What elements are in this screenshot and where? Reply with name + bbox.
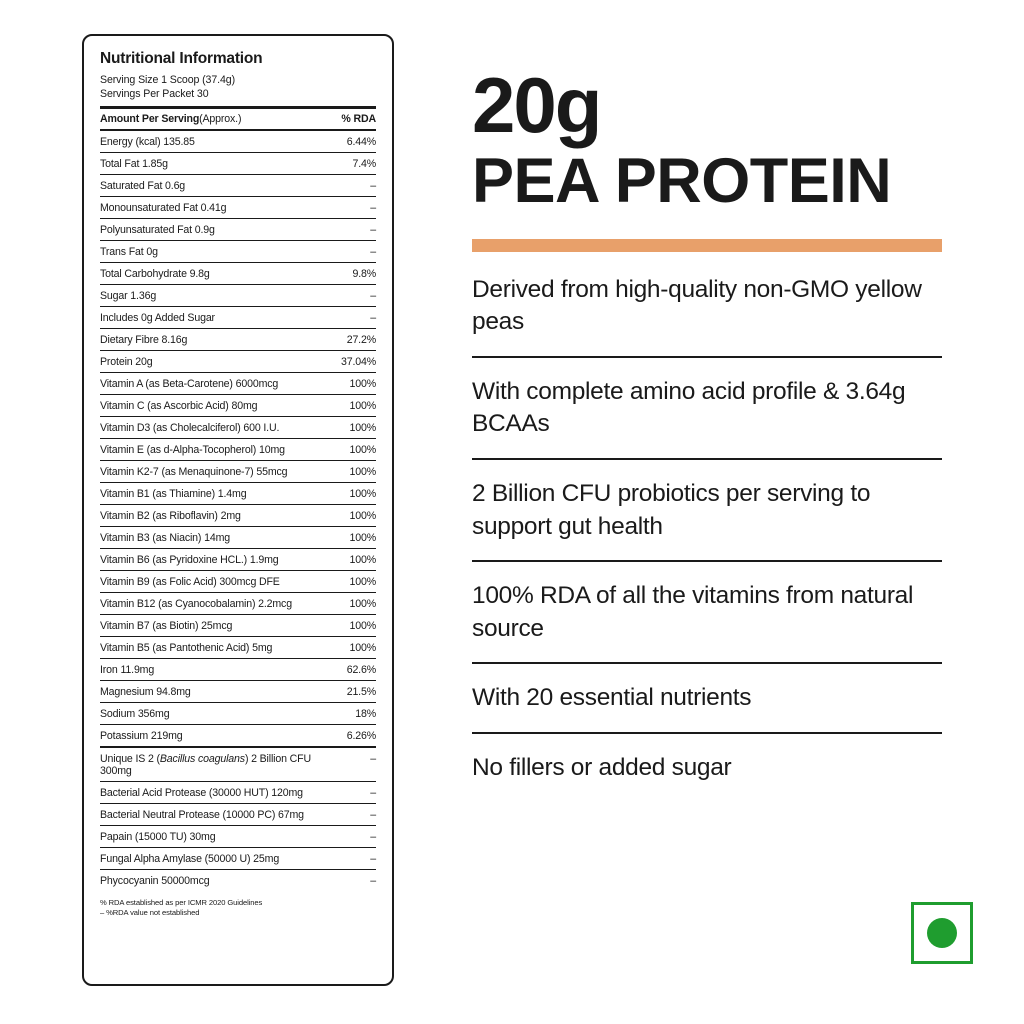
table-row xyxy=(100,483,376,505)
nutrient-rda-value: – xyxy=(318,285,376,307)
nutrient-rda-value: – xyxy=(318,197,376,219)
nutrient-rda-value: – xyxy=(318,307,376,329)
nutrient-rda-value: 6.26% xyxy=(318,725,376,748)
table-row xyxy=(100,637,376,659)
nutrient-rda-value: 100% xyxy=(318,527,376,549)
nutrient-name: Dietary Fibre 8.16g xyxy=(100,329,318,351)
nutrient-rda-value: 100% xyxy=(318,615,376,637)
table-row xyxy=(100,241,376,263)
table-row xyxy=(100,725,376,748)
table-row xyxy=(100,263,376,285)
table-row xyxy=(100,870,376,892)
nutrient-rda-value: – xyxy=(318,804,376,826)
table-row xyxy=(100,285,376,307)
table-row xyxy=(100,307,376,329)
feature-item: With complete amino acid profile & 3.64g BCAAs xyxy=(472,358,942,460)
nutrient-rda-value: 18% xyxy=(318,703,376,725)
table-row xyxy=(100,527,376,549)
nutrient-name: Vitamin B2 (as Riboflavin) 2mg xyxy=(100,505,318,527)
table-row xyxy=(100,439,376,461)
accent-bar xyxy=(472,239,942,252)
nutrient-name: Vitamin C (as Ascorbic Acid) 80mg xyxy=(100,395,318,417)
header-amount-note: (Approx.) xyxy=(199,113,242,125)
table-row xyxy=(100,329,376,351)
nutrient-name: Vitamin K2-7 (as Menaquinone-7) 55mcg xyxy=(100,461,318,483)
nutrient-rda-value: – xyxy=(318,782,376,804)
nutrient-name: Vitamin D3 (as Cholecalciferol) 600 I.U. xyxy=(100,417,318,439)
table-row xyxy=(100,571,376,593)
nutrition-table xyxy=(100,109,376,891)
table-row xyxy=(100,505,376,527)
nutrient-rda-value: 37.04% xyxy=(318,351,376,373)
table-row xyxy=(100,804,376,826)
nutrient-name: Bacterial Acid Protease (30000 HUT) 120mg xyxy=(100,782,318,804)
nutrient-name: Vitamin B12 (as Cyanocobalamin) 2.2mcg xyxy=(100,593,318,615)
hero-block xyxy=(472,61,942,802)
nutrient-rda-value: 100% xyxy=(318,373,376,395)
table-row xyxy=(100,703,376,725)
nutrient-rda-value: – xyxy=(318,175,376,197)
servings-per-packet: Servings Per Packet 30 xyxy=(100,88,209,100)
nutrient-name: Monounsaturated Fat 0.41g xyxy=(100,197,318,219)
nutrient-rda-value: – xyxy=(318,241,376,263)
nutrient-rda-value: – xyxy=(318,219,376,241)
table-row xyxy=(100,153,376,175)
nutrient-rda-value: 100% xyxy=(318,549,376,571)
nutrient-rda-value: 100% xyxy=(318,439,376,461)
nutrition-panel xyxy=(82,34,394,986)
nutrient-rda-value: 6.44% xyxy=(318,130,376,153)
nutrient-name: Unique IS 2 (Bacillus coagulans) 2 Billion CFU 300mg xyxy=(100,747,318,782)
nutrient-name: Potassium 219mg xyxy=(100,725,318,748)
footnote-dash: – %RDA value not established xyxy=(100,908,200,917)
feature-item: With 20 essential nutrients xyxy=(472,664,942,734)
table-row xyxy=(100,395,376,417)
header-amount-label: Amount Per Serving xyxy=(100,113,200,125)
nutrient-name: Total Fat 1.85g xyxy=(100,153,318,175)
nutrient-rda-value: – xyxy=(318,848,376,870)
feature-list xyxy=(472,252,942,802)
feature-item: Derived from high-quality non-GMO yellow peas xyxy=(472,252,942,358)
nutrient-name: Sodium 356mg xyxy=(100,703,318,725)
table-row xyxy=(100,848,376,870)
nutrient-rda-value: 100% xyxy=(318,417,376,439)
nutrient-name: Iron 11.9mg xyxy=(100,659,318,681)
header-rda-label: % RDA xyxy=(318,109,376,130)
table-row xyxy=(100,130,376,153)
nutrient-rda-value: 100% xyxy=(318,637,376,659)
nutrient-name: Protein 20g xyxy=(100,351,318,373)
vegetarian-dot-icon xyxy=(927,918,957,948)
nutrient-name: Vitamin B3 (as Niacin) 14mg xyxy=(100,527,318,549)
nutrient-name: Trans Fat 0g xyxy=(100,241,318,263)
table-row xyxy=(100,659,376,681)
hero-amount: 20g xyxy=(472,61,601,149)
nutrient-name: Fungal Alpha Amylase (50000 U) 25mg xyxy=(100,848,318,870)
nutrient-name: Papain (15000 TU) 30mg xyxy=(100,826,318,848)
nutrient-rda-value: – xyxy=(370,875,376,887)
nutrient-name: Vitamin E (as d-Alpha-Tocopherol) 10mg xyxy=(100,439,318,461)
nutrient-name: Energy (kcal) 135.85 xyxy=(100,130,318,153)
table-row xyxy=(100,461,376,483)
nutrient-name: Vitamin B9 (as Folic Acid) 300mcg DFE xyxy=(100,571,318,593)
nutrient-rda-value: 100% xyxy=(318,461,376,483)
feature-item: No fillers or added sugar xyxy=(472,753,732,781)
nutrient-rda-value: 21.5% xyxy=(318,681,376,703)
nutrient-rda-value: 7.4% xyxy=(318,153,376,175)
nutrient-rda-value: 62.6% xyxy=(318,659,376,681)
nutrient-rda-value: 100% xyxy=(318,395,376,417)
table-row xyxy=(100,351,376,373)
nutrient-name: Vitamin A (as Beta-Carotene) 6000mcg xyxy=(100,373,318,395)
nutrient-name: Saturated Fat 0.6g xyxy=(100,175,318,197)
nutrient-name: Vitamin B5 (as Pantothenic Acid) 5mg xyxy=(100,637,318,659)
nutrient-name: Vitamin B7 (as Biotin) 25mcg xyxy=(100,615,318,637)
table-row xyxy=(100,417,376,439)
nutrient-rda-value: 27.2% xyxy=(318,329,376,351)
table-row xyxy=(100,593,376,615)
nutrient-rda-value: 100% xyxy=(318,483,376,505)
hero-product: PEA PROTEIN xyxy=(472,145,892,216)
nutrient-rda-value: – xyxy=(318,747,376,782)
nutrient-name: Sugar 1.36g xyxy=(100,285,318,307)
table-row xyxy=(100,747,376,782)
nutrient-rda-value: – xyxy=(318,826,376,848)
table-row xyxy=(100,782,376,804)
nutrient-name: Vitamin B1 (as Thiamine) 1.4mg xyxy=(100,483,318,505)
table-row xyxy=(100,197,376,219)
nutrient-name: Total Carbohydrate 9.8g xyxy=(100,263,318,285)
feature-item: 2 Billion CFU probiotics per serving to support gut health xyxy=(472,460,942,562)
feature-item: 100% RDA of all the vitamins from natural source xyxy=(472,562,942,664)
nutrient-rda-value: 100% xyxy=(318,571,376,593)
nutrient-rda-value: 100% xyxy=(318,593,376,615)
nutrient-name: Bacterial Neutral Protease (10000 PC) 67mg xyxy=(100,804,318,826)
nutrient-rda-value: 100% xyxy=(318,505,376,527)
footnote-rda: % RDA established as per ICMR 2020 Guidelines xyxy=(100,898,263,907)
nutrient-name: Phycocyanin 50000mcg xyxy=(100,875,210,887)
table-row xyxy=(100,681,376,703)
vegetarian-mark xyxy=(911,902,973,964)
nutrient-name: Vitamin B6 (as Pyridoxine HCL.) 1.9mg xyxy=(100,549,318,571)
table-row xyxy=(100,615,376,637)
table-header-row xyxy=(100,109,376,130)
table-row xyxy=(100,549,376,571)
nutrient-name: Magnesium 94.8mg xyxy=(100,681,318,703)
nutrient-name: Polyunsaturated Fat 0.9g xyxy=(100,219,318,241)
nutrient-name: Includes 0g Added Sugar xyxy=(100,307,318,329)
panel-footnotes xyxy=(100,898,376,918)
nutrient-rda-value: 9.8% xyxy=(318,263,376,285)
header-amount-cell xyxy=(100,109,318,130)
table-row xyxy=(100,826,376,848)
panel-title: Nutritional Information xyxy=(100,50,263,67)
table-row xyxy=(100,175,376,197)
table-row xyxy=(100,373,376,395)
table-row xyxy=(100,219,376,241)
serving-size: Serving Size 1 Scoop (37.4g) xyxy=(100,74,235,86)
